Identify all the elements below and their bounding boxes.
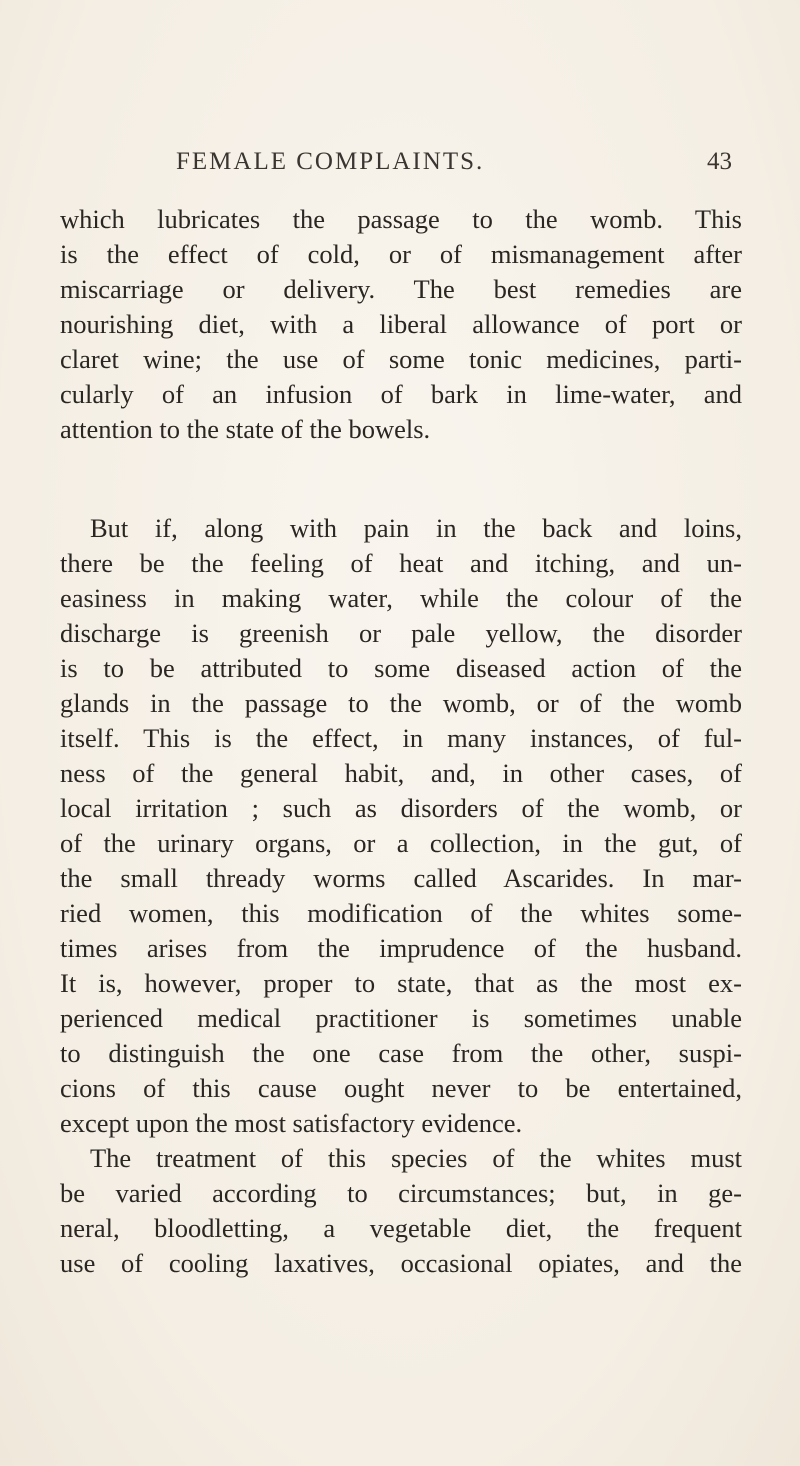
text-line: It is, however, proper to state, that as the most ex- (60, 968, 742, 998)
text-line: itself. This is the effect, in many instances, of ful- (60, 723, 742, 753)
paragraph-2 (60, 511, 742, 1141)
text-line: use of cooling laxatives, occasional opiates, and the (60, 1248, 742, 1278)
text-line: which lubricates the passage to the womb. This (60, 204, 742, 234)
text-line: miscarriage or delivery. The best remedies are (60, 274, 742, 304)
paragraph-1 (60, 202, 742, 447)
running-title: FEMALE COMPLAINTS. (176, 148, 485, 175)
paragraph-spacer (60, 447, 742, 511)
text-line: nourishing diet, with a liberal allowance of port or (60, 309, 742, 339)
text-line: perienced medical practitioner is sometimes unable (60, 1003, 742, 1033)
text-line: be varied according to circumstances; but, in ge- (60, 1178, 742, 1208)
text-line: attention to the state of the bowels. (60, 414, 431, 444)
text-line: ness of the general habit, and, in other cases, of (60, 758, 742, 788)
running-head (60, 148, 740, 188)
text-line: except upon the most satisfactory evidence. (60, 1108, 523, 1138)
text-line: cularly of an infusion of bark in lime-water, and (60, 379, 742, 409)
text-line: discharge is greenish or pale yellow, the disorder (60, 618, 742, 648)
text-line: local irritation ; such as disorders of the womb, or (60, 793, 742, 823)
text-line: is to be attributed to some diseased action of the (60, 653, 742, 683)
text-line: But if, along with pain in the back and loins, (90, 513, 742, 543)
text-line: easiness in making water, while the colour of the (60, 583, 742, 613)
page-number: 43 (707, 148, 732, 175)
text-line: neral, bloodletting, a vegetable diet, the frequent (60, 1213, 742, 1243)
text-line: claret wine; the use of some tonic medicines, parti- (60, 344, 742, 374)
text-line: to distinguish the one case from the other, suspi- (60, 1038, 742, 1068)
text-line: the small thready worms called Ascarides. In mar- (60, 863, 742, 893)
text-line: The treatment of this species of the whites must (90, 1143, 742, 1173)
paragraph-3 (60, 1141, 742, 1281)
body-text (60, 202, 742, 1281)
text-line: ried women, this modification of the whites some- (60, 898, 742, 928)
text-line: glands in the passage to the womb, or of the womb (60, 688, 742, 718)
text-line: of the urinary organs, or a collection, in the gut, of (60, 828, 742, 858)
text-line: cions of this cause ought never to be entertained, (60, 1073, 742, 1103)
text-line: there be the feeling of heat and itching, and un- (60, 548, 742, 578)
text-line: times arises from the imprudence of the husband. (60, 933, 742, 963)
text-line: is the effect of cold, or of mismanagement after (60, 239, 742, 269)
